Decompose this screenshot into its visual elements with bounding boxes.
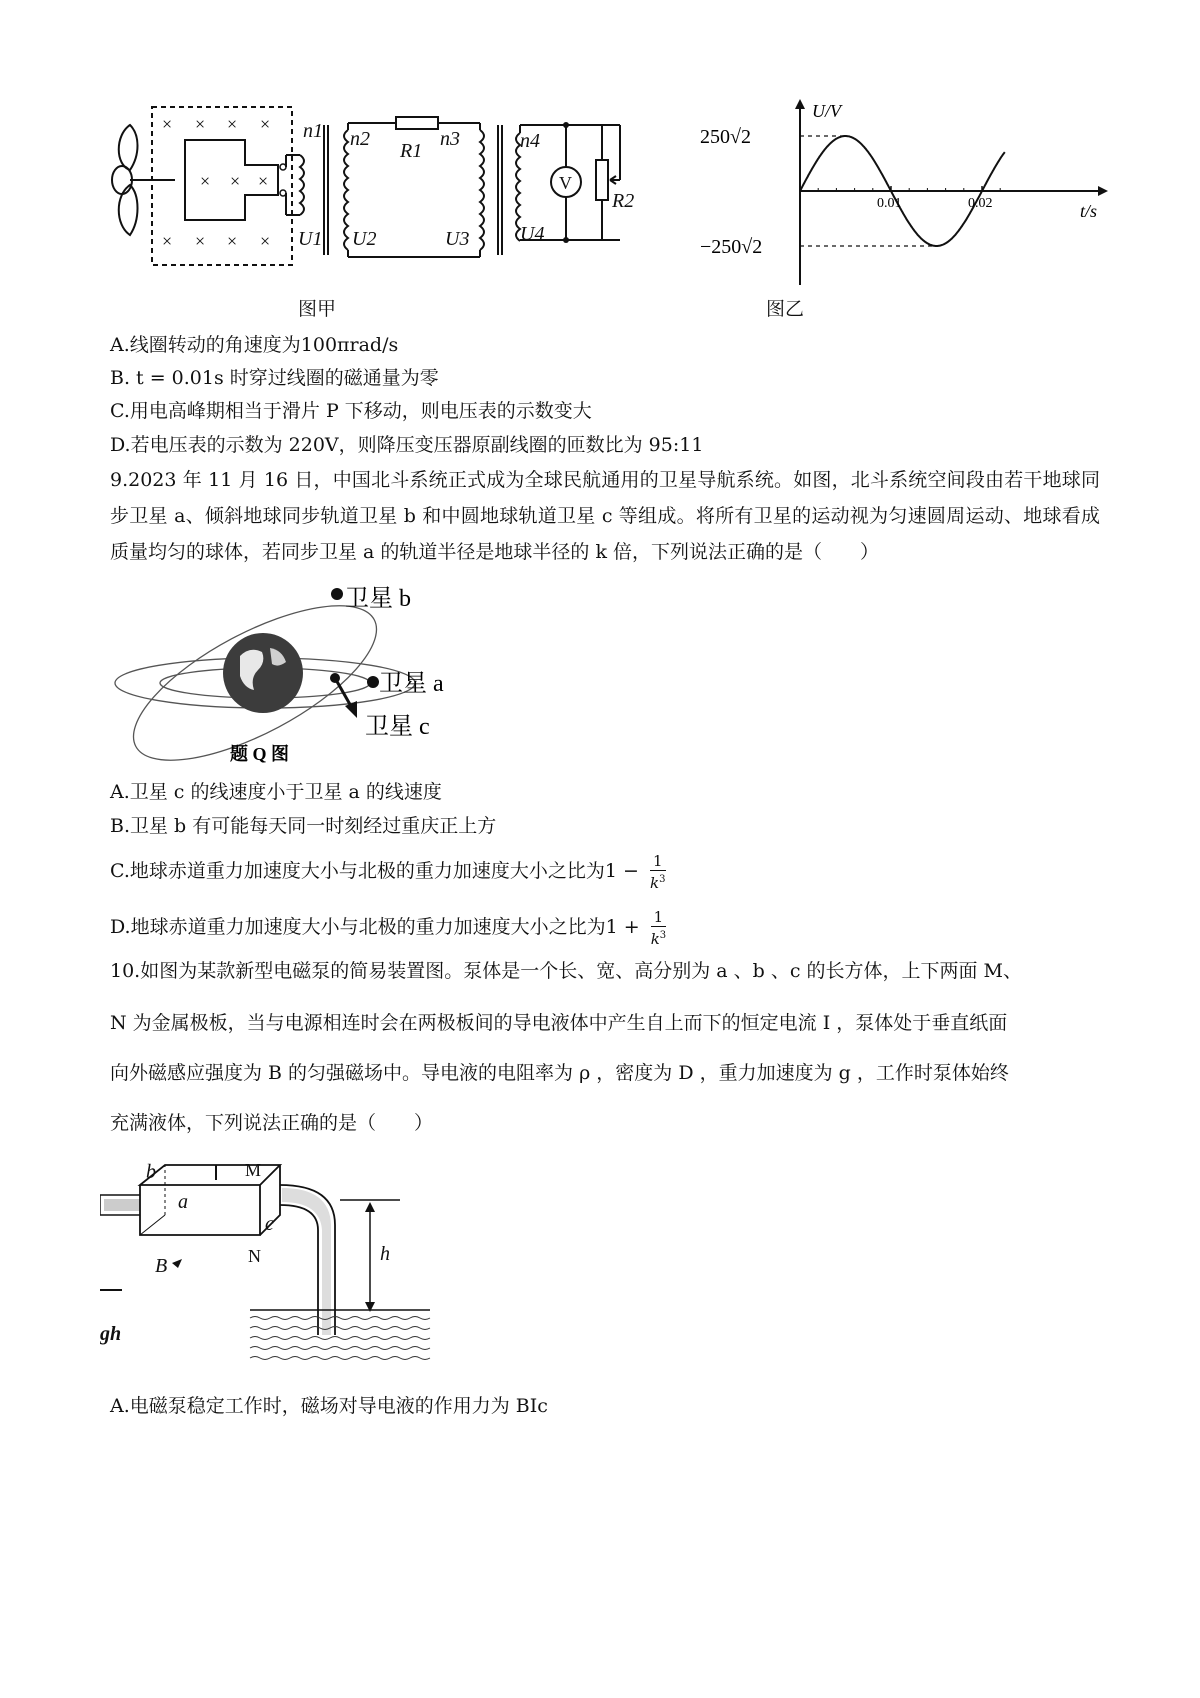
x-tick-label: 0.01 [877,196,902,211]
cross-mark: × [162,231,173,251]
satellite-b-dot [331,588,343,600]
q8-option-b: B. t = 0.01s 时穿过线圈的磁通量为零 [110,367,439,389]
earth-icon [223,633,303,713]
q10-stem-line-4: 充满液体，下列说法正确的是（ ） [110,1112,434,1134]
label-U2: U2 [352,228,377,250]
cross-mark: × [260,231,271,251]
label-c: c [265,1213,274,1235]
label-M: M [245,1160,262,1180]
q9-option-c-text: C.地球赤道重力加速度大小与北极的重力加速度大小之比为1 − [110,860,639,882]
cross-mark: × [260,114,271,134]
magnetic-field-box [152,107,292,265]
label-R2: R2 [612,190,635,212]
y-tick-label-max: 250√2 [700,126,751,148]
label-n3: n3 [440,128,460,150]
label-h: h [380,1243,390,1265]
label-B: B [155,1255,168,1277]
label-n2: n2 [350,128,370,150]
label-R1: R1 [400,140,423,162]
q9-option-d [110,907,669,947]
x-tick-label: 0.02 [968,196,993,211]
fraction: $\frac{1}{k^3}$ [650,852,666,892]
y-axis-label: U/V [812,101,841,121]
label-b: b [146,1161,156,1183]
cross-mark: × [195,114,206,134]
q9-stem: 9.2023 年 11 月 16 日，中国北斗系统正式成为全球民航通用的卫星导航系统。如图，北斗系统空间段由若干地球同步卫星 a、倾斜地球同步轨道卫星 b 和中圆地球轨道卫星 c 等组成。将所有卫星的运动视为匀速圆周运动、地球看成质量均匀的球体，若同步卫星 a 的轨道半径是地球半径的 k 倍，下列说法正确的是（ ） [110,469,1100,563]
field-crosses [162,114,270,251]
figure-jia-circuit [100,95,700,305]
label-satellite-a: 卫星 a [379,671,444,697]
q9-option-a: A.卫星 c 的线速度小于卫星 a 的线速度 [110,781,442,803]
cross-mark: × [227,114,238,134]
label-U4: U4 [520,223,545,245]
label-a: a [178,1191,188,1213]
label-N: N [248,1246,261,1266]
voltmeter-label: V [559,173,572,193]
label-satellite-b: 卫星 b [345,586,411,612]
x-axis-label: t/s [1080,201,1098,221]
label-n1: n1 [303,120,323,142]
cross-mark: × [227,231,238,251]
water-surface [250,1317,430,1360]
fan-icon [112,125,175,235]
q8-option-c: C.用电高峰期相当于滑片 P 下移动，则电压表的示数变大 [110,400,592,422]
q9-satellite-figure [105,578,465,768]
q10-stem-line-2: N 为金属极板，当与电源相连时会在两极板间的导电液体中产生自上而下的恒定电流 I ，泵体处于垂直纸面 [110,1012,1008,1034]
label-U1: U1 [298,228,323,250]
label-satellite-c: 卫星 c [365,714,430,740]
cross-mark: × [258,171,269,191]
fraction: $\frac{1}{k^3}$ [650,908,667,948]
satellite-a-dot [367,676,379,688]
figure-caption-q: 题 Q 图 [230,744,290,764]
q8-option-d: D.若电压表的示数为 220V，则降压变压器原副线圈的匝数比为 95:11 [110,434,704,456]
q9-option-c [110,851,668,891]
y-tick-label-min: −250√2 [700,236,763,258]
cross-mark: × [195,231,206,251]
label-U3: U3 [445,228,470,250]
q10-option-a: A.电磁泵稳定工作时，磁场对导电液的作用力为 BIc [110,1395,548,1417]
q9-option-b: B.卫星 b 有可能每天同一时刻经过重庆正上方 [110,815,497,837]
label-gh: gh [100,1323,122,1345]
cross-mark: × [230,171,241,191]
q10-pump-figure [100,1160,440,1370]
transmission-line [348,117,620,257]
cross-mark: × [200,171,211,191]
cross-mark: × [162,114,173,134]
caption-fig-yi: 图乙 [766,298,805,320]
caption-fig-jia: 图甲 [298,298,337,320]
label-n4: n4 [520,130,540,152]
q8-option-a: A.线圈转动的角速度为100πrad/s [110,334,399,356]
q10-stem-line-1: 10.如图为某款新型电磁泵的简易装置图。泵体是一个长、宽、高分别为 a 、b 、c 的长方体，上下两面 M、 [110,960,1023,982]
q9-option-d-text: D.地球赤道重力加速度大小与北极的重力加速度大小之比为1 + [110,916,640,938]
figure-yi-chart [700,95,1110,295]
q10-stem-line-3: 向外磁感应强度为 B 的匀强磁场中。导电液的电阻率为 ρ ，密度为 D ，重力加速度为 g ，工作时泵体始终 [110,1062,1009,1084]
